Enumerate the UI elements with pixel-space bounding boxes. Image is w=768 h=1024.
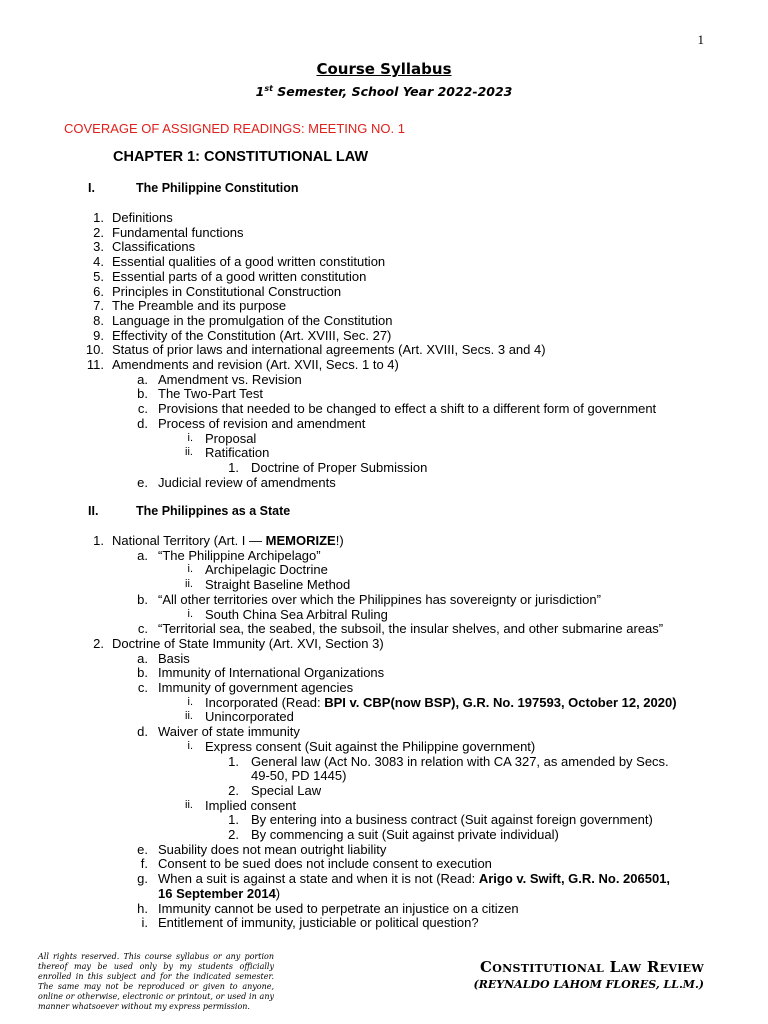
outline-text: Incorporated (Read: BPI v. CBP(now BSP), G.R. No. 197593, October 12, 2020) — [205, 694, 677, 710]
outline-text: Amendment vs. Revision — [158, 371, 302, 387]
outline-marker: i. — [187, 695, 193, 708]
document-title: Course Syllabus — [316, 60, 452, 78]
outline-marker: 8. — [93, 312, 104, 328]
outline-marker: 9. — [93, 327, 104, 343]
outline-text: Consent to be sued does not include consent to execution — [158, 856, 492, 872]
outline-marker: b. — [137, 591, 148, 607]
outline-text: Effectivity of the Constitution (Art. XVIII, Sec. 27) — [112, 327, 392, 343]
outline-marker: i. — [187, 739, 193, 752]
bold-citation: MEMORIZE — [265, 533, 336, 548]
outline-text: Basis — [158, 650, 190, 666]
outline-marker: g. — [137, 871, 148, 887]
outline-text: Immunity cannot be used to perpetrate an injustice on a citizen — [158, 900, 519, 916]
outline-text: Status of prior laws and international agreements (Art. XVIII, Secs. 3 and 4) — [112, 342, 546, 358]
outline-text: Immunity of government agencies — [158, 680, 354, 695]
outline-marker: e. — [137, 841, 148, 857]
outline-marker: 4. — [93, 254, 104, 270]
outline-marker: 7. — [93, 298, 104, 314]
outline-text: Definitions — [112, 210, 173, 225]
bold-citation: BPI v. CBP(now BSP), G.R. No. 197593, October 12, 2020) — [324, 694, 677, 710]
outline-text: Ratification — [205, 445, 270, 461]
outline-marker: 1. — [228, 459, 239, 475]
outline-marker: c. — [137, 401, 148, 417]
outline-text: Immunity of International Organizations — [158, 665, 385, 681]
section-numeral: I. — [88, 181, 95, 195]
footer-course-title: Constitutional Law Review — [480, 958, 704, 976]
outline-marker: c. — [137, 680, 148, 695]
outline-marker: f. — [140, 856, 148, 872]
section-numeral: II. — [88, 504, 99, 518]
outline-text: Process of revision and amendment — [158, 415, 366, 431]
outline-marker: 5. — [93, 268, 104, 284]
outline-text: Straight Baseline Method — [205, 577, 351, 593]
outline-marker: a. — [137, 371, 148, 387]
outline-marker: a. — [137, 547, 148, 563]
outline-text: Classifications — [112, 239, 196, 255]
outline-text: By commencing a suit (Suit against private individual) — [251, 827, 559, 842]
outline-text: Suability does not mean outright liability — [158, 841, 387, 857]
subtitle-ordinal-suffix: st — [264, 84, 273, 93]
copyright-notice: All rights reserved. This course syllabus or any portion thereof may be used only by my students officially enrolled in this subject and for the indicated semester. The same may not be reproduced or given to anyone, online or otherwise, electronic or printout, or used in any manner whatsoever without my express permission. — [38, 952, 274, 1011]
outline-text: Essential parts of a good written constitution — [112, 268, 367, 284]
outline-marker: 1. — [93, 210, 104, 225]
outline-marker: 1. — [228, 753, 239, 769]
outline-text: Essential qualities of a good written constitution — [112, 254, 386, 270]
outline-text: Express consent (Suit against the Philippine government) — [205, 738, 536, 754]
outline-text: Special Law — [251, 782, 322, 798]
outline-marker: 2. — [93, 635, 104, 651]
outline-marker: 11. — [86, 357, 104, 372]
outline-marker: b. — [137, 386, 148, 402]
footer-author: (REYNALDO LAHOM FLORES, LL.M.) — [473, 978, 704, 991]
outline-text: “The Philippine Archipelago” — [158, 547, 321, 563]
outline-text: Waiver of state immunity — [158, 724, 300, 740]
outline-marker: i. — [187, 607, 193, 620]
outline-marker: 2. — [93, 224, 104, 240]
outline-text: South China Sea Arbitral Ruling — [205, 606, 388, 622]
outline-text: Archipelagic Doctrine — [205, 562, 328, 578]
outline-marker: 1. — [93, 533, 104, 548]
outline-marker: ii. — [185, 798, 193, 811]
outline-marker: a. — [137, 650, 148, 666]
document-subtitle — [0, 84, 768, 99]
outline-text: The Preamble and its purpose — [112, 298, 287, 314]
bold-citation: Arigo v. Swift, G.R. No. 206501, — [478, 871, 671, 887]
outline-marker: 6. — [93, 283, 104, 299]
outline-marker: 3. — [93, 239, 104, 255]
page-number: 1 — [697, 32, 704, 47]
outline-text: Proposal — [205, 430, 257, 446]
section-title: The Philippine Constitution — [136, 181, 299, 195]
outline-text: General law (Act No. 3083 in relation with CA 327, as amended by Secs. — [251, 753, 669, 769]
outline-text: The Two-Part Test — [158, 386, 264, 402]
outline-text: Amendments and revision (Art. XVII, Secs. 1 to 4) — [112, 357, 399, 372]
outline-marker: 1. — [228, 812, 239, 828]
outline-marker: c. — [137, 621, 148, 637]
outline-marker: i. — [141, 915, 148, 931]
outline-text: 49-50, PD 1445) — [251, 768, 347, 784]
subtitle-ordinal: 1 — [255, 84, 265, 100]
outline-text: Unincorporated — [205, 709, 294, 725]
subtitle-text: Semester, School Year 2022-2023 — [272, 84, 513, 100]
outline-text: 16 September 2014) — [158, 885, 281, 901]
outline-text: Fundamental functions — [112, 224, 244, 240]
outline-marker: 10. — [85, 342, 104, 358]
outline-marker: d. — [137, 415, 148, 431]
chapter-heading: CHAPTER 1: CONSTITUTIONAL LAW — [113, 149, 369, 165]
outline-text: “Territorial sea, the seabed, the subsoil, the insular shelves, and other submarine areas” — [158, 621, 664, 637]
outline-marker: 2. — [228, 782, 239, 798]
outline-text: Doctrine of Proper Submission — [251, 459, 428, 475]
outline-text: Principles in Constitutional Construction — [112, 283, 342, 299]
outline-text: Provisions that needed to be changed to effect a shift to a different form of government — [158, 401, 657, 417]
outline-text: Doctrine of State Immunity (Art. XVI, Section 3) — [112, 635, 384, 651]
coverage-heading: COVERAGE OF ASSIGNED READINGS: MEETING NO. 1 — [64, 121, 405, 136]
outline-marker: h. — [137, 900, 148, 916]
outline-marker: i. — [187, 563, 193, 576]
outline-marker: d. — [137, 724, 148, 740]
outline-marker: ii. — [185, 710, 193, 723]
outline-marker: e. — [137, 474, 148, 490]
outline-marker: ii. — [185, 446, 193, 459]
outline-text: When a suit is against a state and when it is not (Read: Arigo v. Swift, G.R. No. 206501, — [158, 871, 671, 887]
outline-marker: b. — [137, 665, 148, 681]
bold-citation: 16 September 2014 — [158, 885, 276, 901]
outline-text: “All other territories over which the Philippines has sovereignty or jurisdiction” — [158, 591, 601, 607]
outline-marker: i. — [187, 431, 193, 444]
outline-text: Judicial review of amendments — [158, 474, 336, 490]
outline-text: Implied consent — [205, 797, 297, 813]
section-title: The Philippines as a State — [136, 504, 291, 518]
outline-marker: 2. — [228, 827, 239, 842]
outline-text: By entering into a business contract (Suit against foreign government) — [251, 812, 653, 828]
outline-marker: ii. — [185, 578, 193, 591]
footer-branding — [474, 958, 704, 991]
outline-text: Entitlement of immunity, justiciable or political question? — [158, 915, 479, 931]
outline-text: National Territory (Art. I — MEMORIZE!) — [112, 533, 344, 548]
outline-text: Language in the promulgation of the Constitution — [112, 312, 393, 328]
